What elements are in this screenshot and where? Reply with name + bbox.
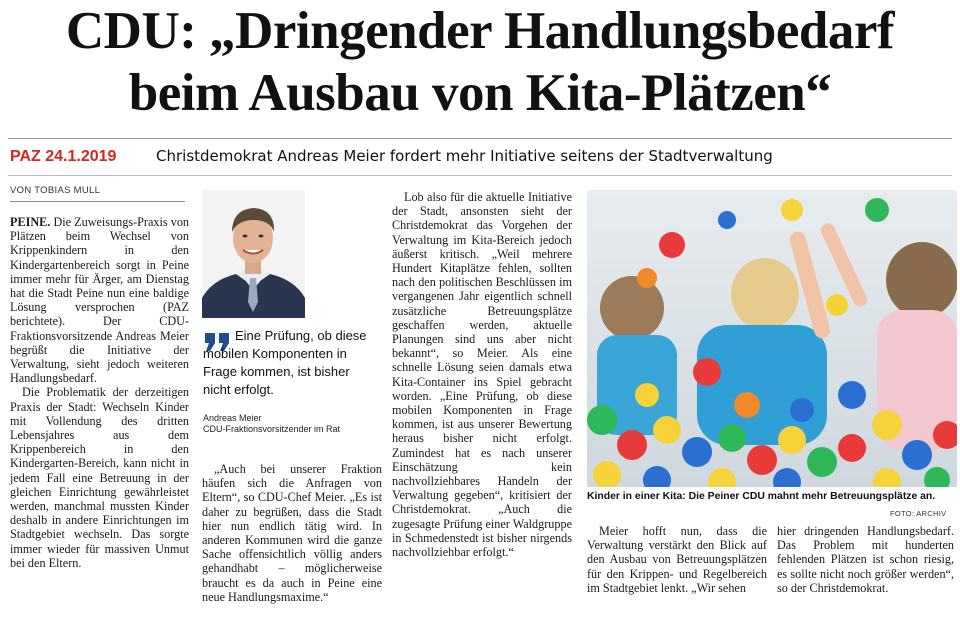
pull-quote [203,327,379,399]
subheadline: Christdemokrat Andreas Meier fordert mehr Initiative seitens der Stadtverwaltung [156,147,773,165]
article-paragraph: Lob also für die aktuelle Initiative der Stadt, ansonsten sieht der Christdemokrat das Vorgehen der Verwaltung im Kita-Bereich jedoch äußerst kritisch. „Weil mehrere Hundert Kitaplätze fehlen, sollten nach den politischen Beschlüssen im vergangenen Jahr eigentlich schnell zusätzliche Betreuungsplätze geschaffen werden, aktuelle Planungen sind uns aber nicht bekannt“, so Meier. Als eine schnelle Lösung seien damals etwa Kita-Container ins Spiel gebracht worden. „Eine Prüfung, ob diese mobilen Komponenten in Frage kommen, ist aus unserer Bewertung heraus bisher nicht erfolgt. Zumindest hat es nach unserer Einschätzung kein nachvollziehbares Handeln der Verwaltung gegeben“, kritisiert der Christdemokrat. „Auch die zugesagte Prüfung einer Waldgruppe in Schmedenstedt ist bisher nirgends nachvollziehbar erfolgt.“ [392,190,572,560]
article-column-1 [10,215,189,570]
article-paragraph [10,215,189,385]
article-paragraph: Meier hofft nun, dass die Verwaltung verstärkt den Blick auf den Ausbau von Betreuungsplätzen für den Krippen- und Regelbereich im Stadtgebiet lenkt. „Wir sehen [587,524,767,595]
photo-credit: FOTO: ARCHIV [890,509,947,518]
pull-quote-text: Eine Prüfung, ob diese mobilen Komponenten in Frage kommen, ist bisher nicht erfolgt. [203,328,367,397]
article-column-3 [392,190,572,559]
article-paragraph: „Auch bei unserer Fraktion häufen sich die Anfragen von Eltern“, so CDU-Chef Meier. „Es ist daher zu begrüßen, dass die Stadt hier nun endlich tätig wird. In anderen Kommunen wird die ganze Sache offensichtlich völlig anders gehandhabt – möglicherweise braucht es da auch in Peine eine neue Handlungsmaxime.“ [202,462,382,604]
quote-author-role: CDU-Fraktionsvorsitzender im Rat [203,424,341,434]
quote-author-name: Andreas Meier [203,413,262,423]
quote-attribution [203,413,340,435]
ball-pit-image [587,190,957,487]
top-divider [8,138,952,139]
subhead-divider [8,175,952,176]
article-paragraph: hier dringenden Handlungsbedarf. Das Problem mit hunderten fehlenden Plätzen ist schon riesig, es sollte nicht noch größer werden“, so der Christdemokrat. [777,524,954,595]
paragraph-text: Die Zuweisungs-Praxis von Plätzen beim Wechsel von Krippenkindern in den Kindergartenbereich sorgt in Peine immer mehr für Ärger, am Dienstag hat die Stadt Peine nun eine baldige Lösung versprochen (PAZ berichtete). Der CDU-Fraktionsvorsitzende Andreas Meier begrüßt die Initiative der Verwaltung, sieht jedoch weiteren Handlungsbedarf. [10,215,190,386]
publication-date: PAZ 24.1.2019 [10,148,117,165]
dateline: PEINE. [10,215,51,229]
article-paragraph: Die Problematik der derzeitigen Praxis der Stadt: Wechseln Kinder mit Vollendung des dritten Lebensjahres aus dem Krippenbereich in den Kindergarten-Bereich, kann nicht in jedem Fall eine Betreuung in der gleichen Einrichtung gewährleistet werden, manchmal mussten Kinder deshalb in andere Einrichtungen im Stadtgebiet wechseln. Das sorgte immer wieder für massiven Unmut bei den Eltern. [10,385,189,570]
headline-line-1: CDU: „Dringender Handlungsbedarf [65,2,895,60]
photo-caption: Kinder in einer Kita: Die Peiner CDU mahnt mehr Betreuungsplätze an. [587,491,936,502]
headline [0,0,960,124]
portrait-photo [202,190,305,318]
article-column-4 [587,524,767,595]
article-photo [587,190,957,487]
article-column-2 [202,462,382,604]
byline: VON TOBIAS MULL [10,185,101,196]
byline-divider [10,201,185,202]
portrait-image [202,190,305,318]
article-column-5 [777,524,954,595]
headline-line-2: beim Ausbau von Kita-Plätzen“ [128,64,832,122]
